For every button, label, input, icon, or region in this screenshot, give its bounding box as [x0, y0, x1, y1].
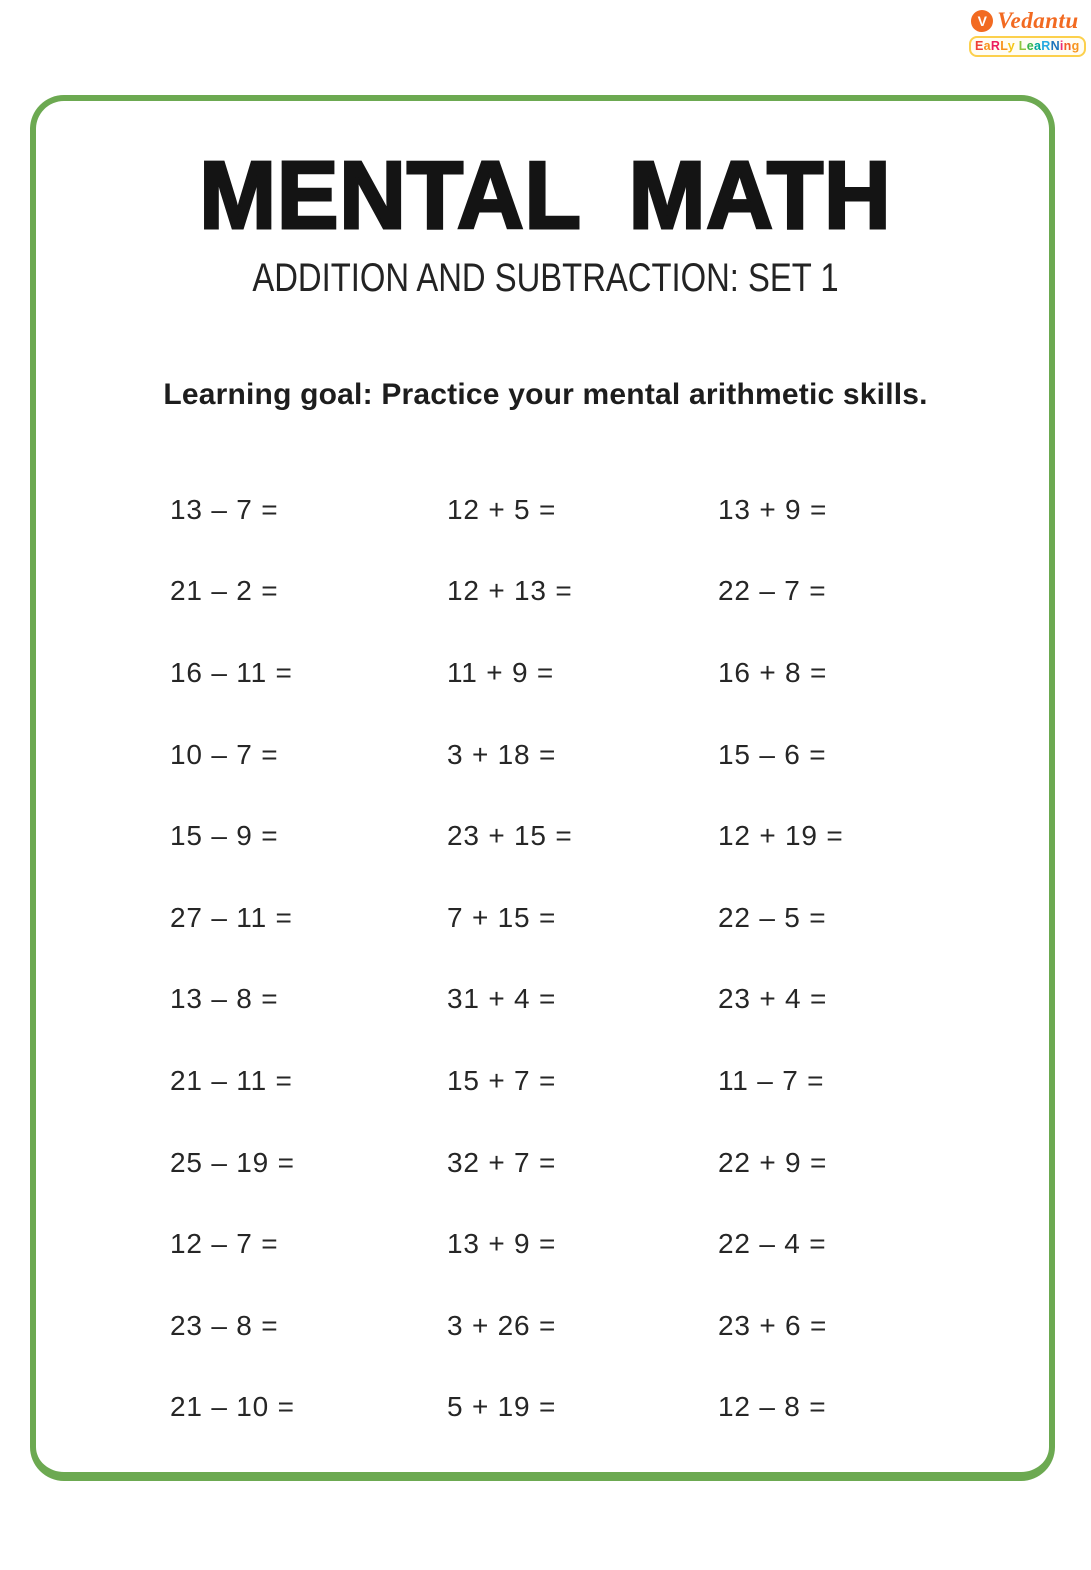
problem-cell-r8c2: 15 + 7 = [447, 1064, 557, 1096]
problem-cell-r11c3: 23 + 6 = [718, 1309, 828, 1341]
tagline-letter: N [1050, 39, 1060, 53]
problem-cell-r10c3: 22 – 4 = [718, 1228, 827, 1260]
tagline-letter: a [983, 39, 991, 53]
problem-cell-r4c3: 15 – 6 = [718, 738, 827, 770]
tagline-letter: n [1063, 39, 1072, 53]
vedantu-v-icon: V [971, 10, 993, 32]
tagline-letter: R [1041, 39, 1051, 53]
problem-cell-r10c1: 12 – 7 = [170, 1228, 279, 1260]
problem-cell-r8c3: 11 – 7 = [718, 1064, 825, 1096]
problem-cell-r6c2: 7 + 15 = [447, 901, 557, 933]
problem-cell-r2c2: 12 + 13 = [447, 575, 573, 607]
problem-cell-r1c2: 12 + 5 = [447, 493, 557, 525]
worksheet-subtitle-wrap [0, 256, 1091, 301]
learning-goal: Learning goal: Practice your mental arithmetic skills. [163, 378, 928, 411]
tagline-letter: a [1033, 39, 1042, 53]
vedantu-wordmark: Vedantu [997, 8, 1079, 33]
vedantu-logo [969, 8, 1081, 57]
problem-cell-r9c3: 22 + 9 = [718, 1146, 828, 1178]
worksheet-title: MENTAL MATH [199, 142, 892, 249]
tagline-letter: i [1059, 39, 1064, 53]
problem-cell-r7c2: 31 + 4 = [447, 983, 557, 1015]
problems-grid [170, 469, 878, 1448]
tagline-letter: L [1018, 39, 1027, 53]
problem-cell-r3c3: 16 + 8 = [718, 656, 828, 688]
problem-cell-r9c1: 25 – 19 = [170, 1146, 295, 1178]
problem-cell-r5c2: 23 + 15 = [447, 820, 573, 852]
tagline-letter: E [975, 39, 984, 53]
problem-cell-r6c3: 22 – 5 = [718, 901, 827, 933]
problem-cell-r12c3: 12 – 8 = [718, 1391, 827, 1423]
problem-cell-r7c3: 23 + 4 = [718, 983, 828, 1015]
tagline-letter: L [1000, 39, 1008, 53]
problem-cell-r4c1: 10 – 7 = [170, 738, 279, 770]
problem-cell-r7c1: 13 – 8 = [170, 983, 279, 1015]
problem-cell-r1c3: 13 + 9 = [718, 493, 828, 525]
logo-tagline [969, 36, 1086, 57]
tagline-letter: R [990, 39, 1001, 53]
problem-cell-r8c1: 21 – 11 = [170, 1064, 293, 1096]
tagline-letter: e [1026, 39, 1034, 53]
problem-cell-r5c3: 12 + 19 = [718, 820, 844, 852]
logo-top-row [969, 8, 1081, 34]
worksheet-subtitle: ADDITION AND SUBTRACTION: SET 1 [252, 256, 839, 300]
problem-cell-r4c2: 3 + 18 = [447, 738, 557, 770]
problem-cell-r3c2: 11 + 9 = [447, 656, 555, 688]
problem-cell-r3c1: 16 – 11 = [170, 656, 293, 688]
problem-cell-r10c2: 13 + 9 = [447, 1228, 557, 1260]
problem-cell-r12c2: 5 + 19 = [447, 1391, 557, 1423]
problem-cell-r2c1: 21 – 2 = [170, 575, 279, 607]
problem-cell-r9c2: 32 + 7 = [447, 1146, 557, 1178]
problem-cell-r5c1: 15 – 9 = [170, 820, 279, 852]
problem-cell-r6c1: 27 – 11 = [170, 901, 293, 933]
problem-cell-r2c3: 22 – 7 = [718, 575, 827, 607]
tagline-letter: g [1071, 39, 1080, 53]
problem-cell-r11c1: 23 – 8 = [170, 1309, 279, 1341]
tagline-letter: y [1007, 39, 1015, 53]
problem-cell-r11c2: 3 + 26 = [447, 1309, 557, 1341]
problem-cell-r12c1: 21 – 10 = [170, 1391, 295, 1423]
problem-cell-r1c1: 13 – 7 = [170, 493, 279, 525]
